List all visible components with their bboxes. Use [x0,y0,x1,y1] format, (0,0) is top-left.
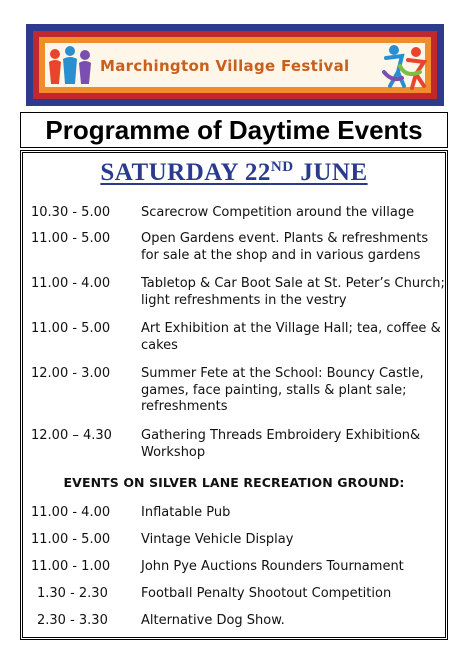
event-time: 11.00 - 5.00 [31,231,111,246]
event-time: 11.00 - 5.00 [31,532,111,547]
event-description: Summer Fete at the School: Bouncy Castle, games, face painting, stalls & plant sale; refreshments [141,366,424,414]
dancing-figures-icon [380,42,430,92]
event-time: 2.30 - 3.30 [37,613,108,628]
event-time: 12.00 – 4.30 [31,428,112,443]
event-description: Inflatable Pub [141,505,231,520]
event-description: Gathering Threads Embroidery Exhibition& Workshop [141,428,421,460]
people-logo-icon [46,44,98,88]
event-description: Vintage Vehicle Display [141,532,294,547]
event-description: Alternative Dog Show. [141,613,285,628]
event-time: 1.30 - 2.30 [37,586,108,601]
event-description: Scarecrow Competition around the village [141,205,415,220]
event-time: 11.00 - 4.00 [31,276,111,291]
event-description: Tabletop & Car Boot Sale at St. Peter’s Church; light refreshments in the vestry [141,276,445,308]
event-description: John Pye Auctions Rounders Tournament [141,559,404,574]
day-heading-suffix: ND [270,159,294,175]
event-time: 12.00 - 3.00 [31,366,111,381]
recreation-ground-heading: EVENTS ON SILVER LANE RECREATION GROUND: [63,475,405,490]
event-description: Art Exhibition at the Village Hall; tea, coffee & cakes [141,321,441,353]
events-listing-box [20,150,448,640]
day-heading-month: JUNE [293,159,368,186]
event-time: 11.00 - 5.00 [31,321,111,336]
festival-banner [26,24,444,106]
programme-title: Programme of Daytime Events [45,114,423,145]
banner-title: Marchington Village Festival [100,57,350,75]
event-time: 10.30 - 5.00 [31,205,111,220]
event-description: Football Penalty Shootout Competition [141,586,392,601]
programme-title-box [20,112,448,148]
event-time: 11.00 - 4.00 [31,505,111,520]
day-heading [23,159,445,187]
event-description: Open Gardens event. Plants & refreshments for sale at the shop and in various gardens [141,231,429,263]
event-time: 11.00 - 1.00 [31,559,111,574]
day-heading-main: SATURDAY 22 [100,159,271,186]
